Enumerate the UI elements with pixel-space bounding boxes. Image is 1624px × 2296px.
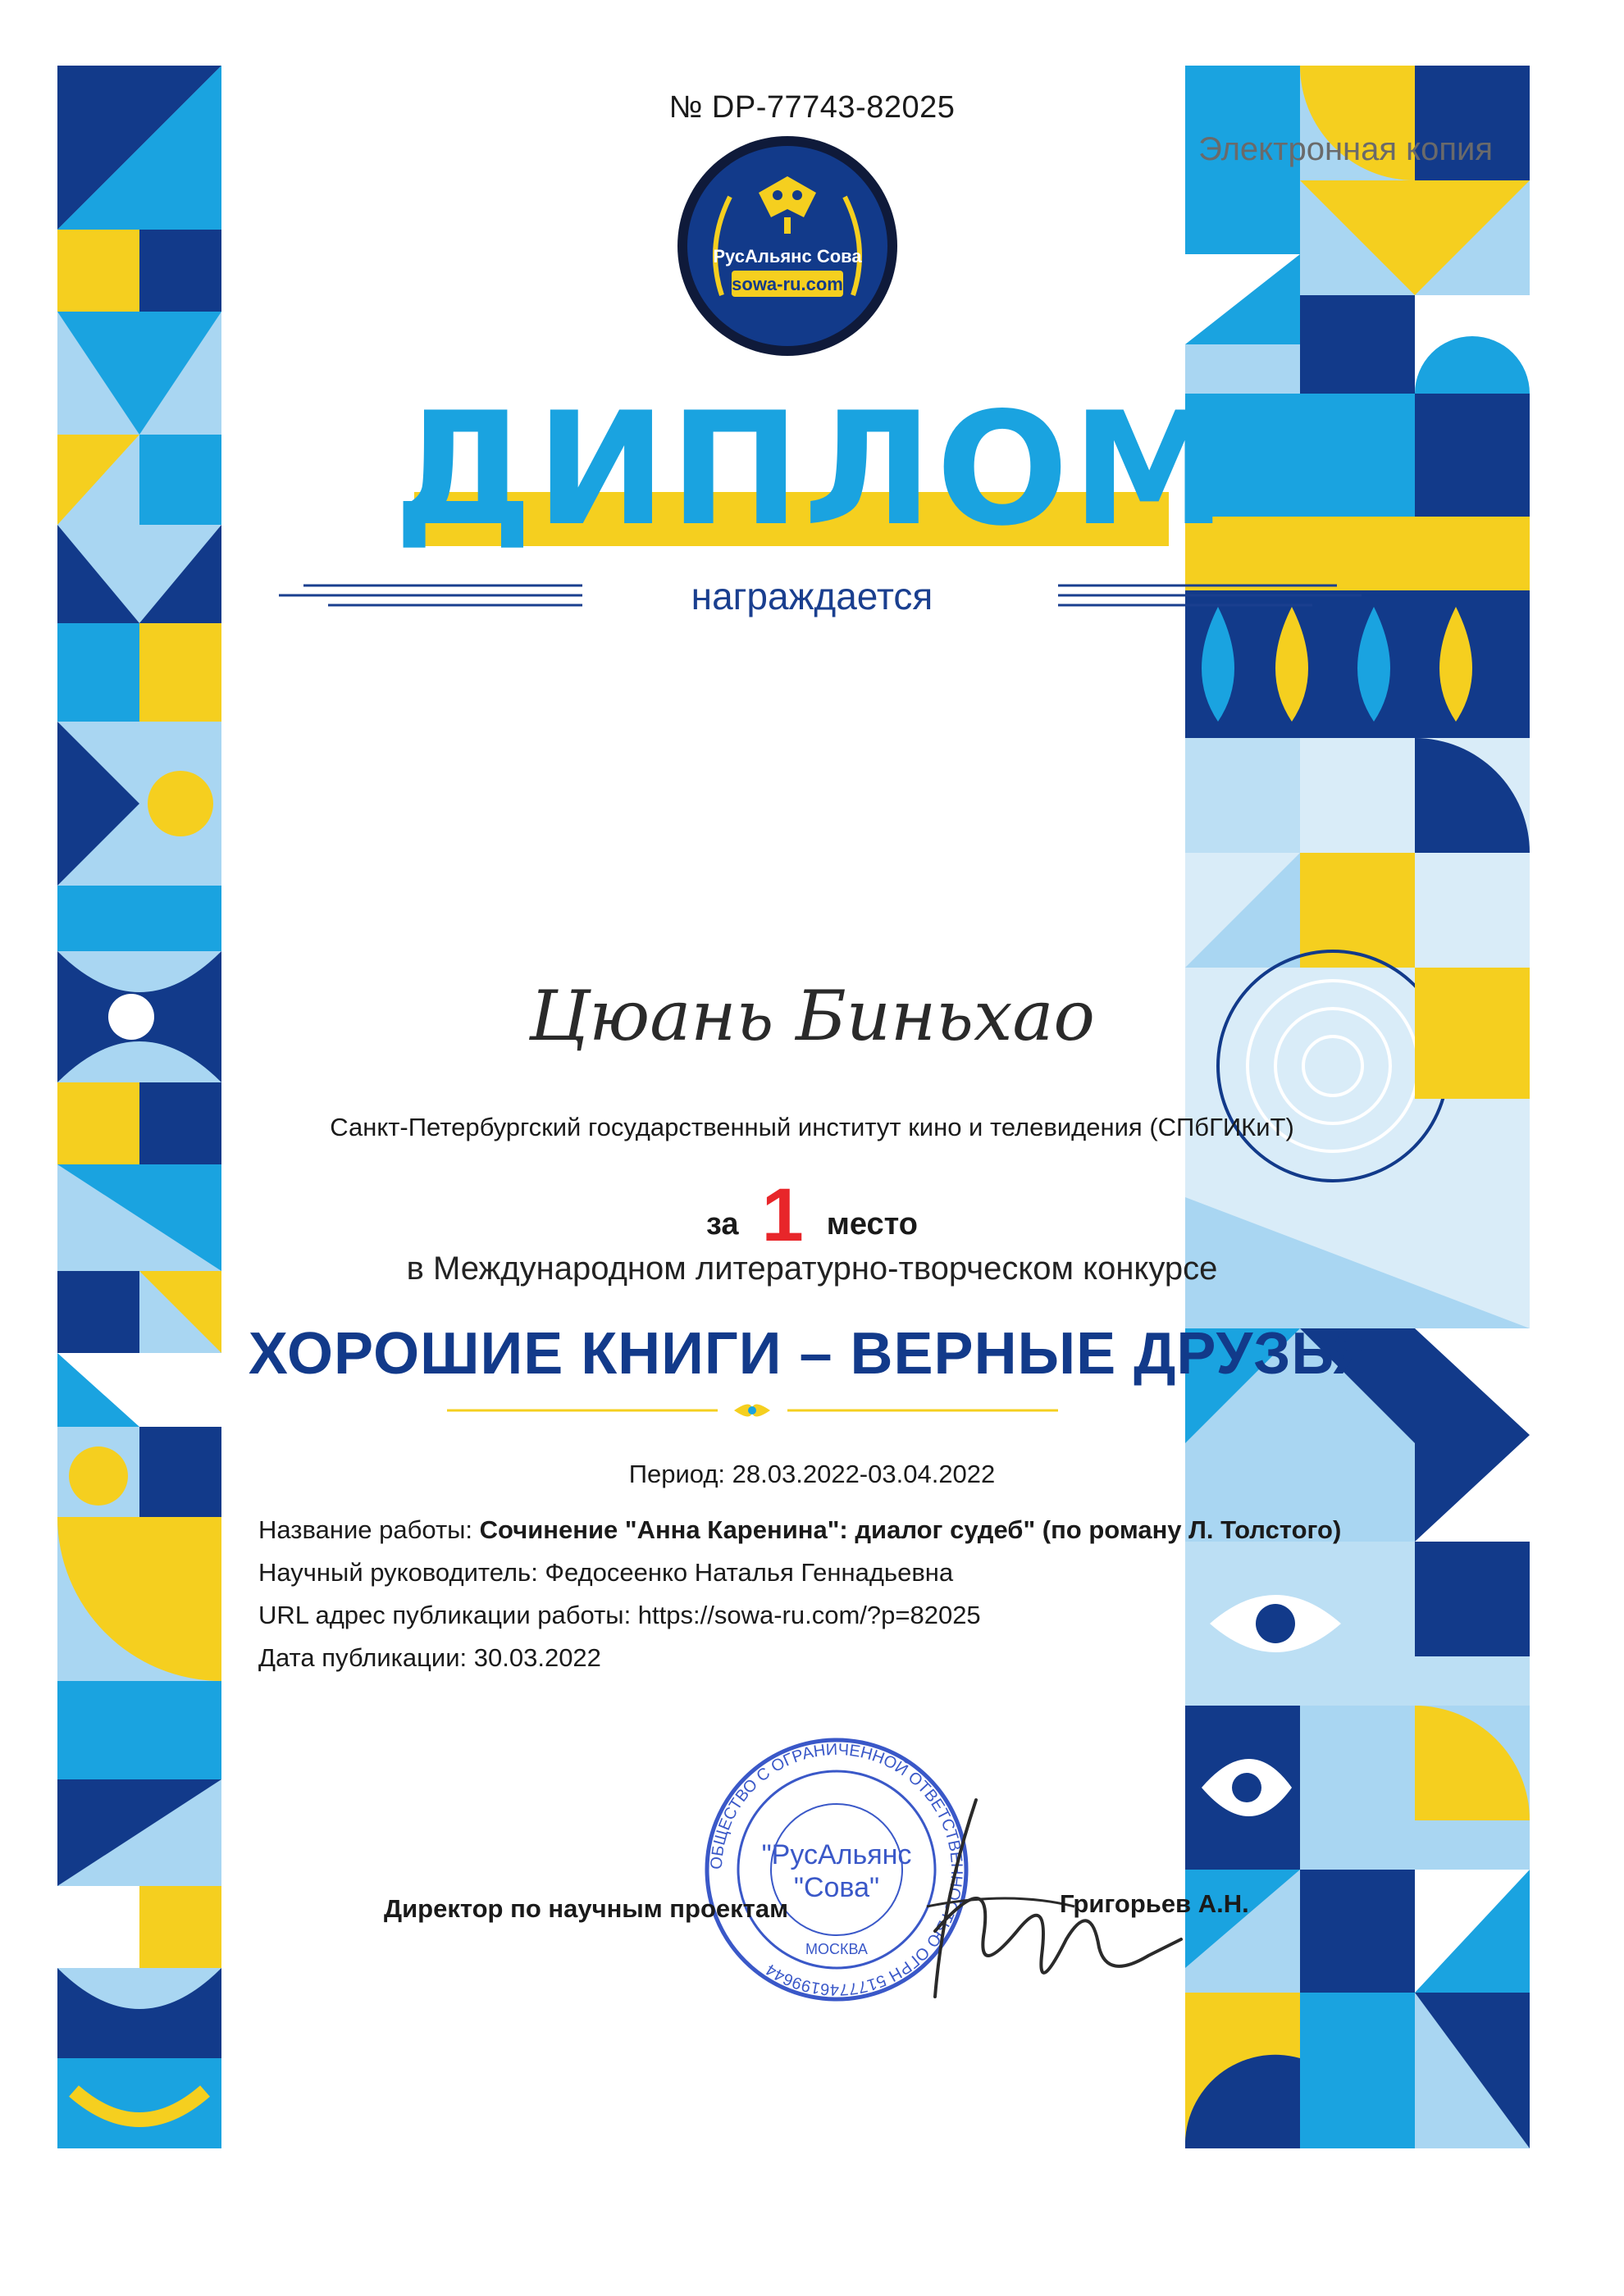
right-pattern-strip [1185, 66, 1530, 2148]
director-name: Григорьев А.Н. [1060, 1889, 1249, 1918]
contest-divider [447, 1398, 1058, 1423]
director-title: Директор по научным проектам [384, 1894, 789, 1923]
left-pattern-strip [57, 66, 221, 2148]
work-title: Сочинение "Анна Каренина": диалог судеб" (по роману Л. Толстого) [479, 1515, 1342, 1544]
organization-logo [673, 131, 902, 365]
period: Период: 28.03.2022-03.04.2022 [628, 1460, 996, 1488]
stamp-center-line-1: "РусАльянс [761, 1839, 912, 1870]
electronic-copy-label: Электронная копия [1198, 131, 1493, 167]
contest-name: ХОРОШИЕ КНИГИ – ВЕРНЫЕ ДРУЗЬЯ [248, 1321, 1376, 1387]
award-prefix: за [706, 1207, 739, 1241]
subtitle-rule-right [1058, 574, 1362, 615]
recipient-institution: Санкт-Петербургский государственный институт кино и телевидения (СПбГИКиТ) [330, 1113, 1294, 1141]
award-place-number: 1 [761, 1173, 804, 1257]
logo-line-1: РусАльянс Сова [713, 246, 862, 266]
publication-date: Дата публикации: 30.03.2022 [258, 1643, 601, 1672]
publication-url: URL адрес публикации работы: https://sowa-ru.com/?p=82025 [258, 1601, 981, 1629]
award-place [0, 1173, 1624, 1259]
contest-intro: в Международном литературно-творческом конкурсе [406, 1250, 1218, 1287]
work-title-label: Название работы: [258, 1515, 473, 1544]
diploma-title: ДИПЛОМ [394, 379, 1230, 560]
logo-line-2: sowa-ru.com [732, 274, 843, 294]
work-details [258, 1509, 1341, 1679]
supervisor: Научный руководитель: Федосеенко Наталья Геннадьевна [258, 1558, 954, 1587]
recipient-name: Цюань Биньхао [529, 976, 1095, 1056]
work-title-row [258, 1509, 1341, 1551]
stamp-center-line-2: "Сова" [793, 1872, 880, 1903]
award-suffix: место [826, 1207, 918, 1241]
subtitle: награждается [691, 575, 933, 617]
stamp-ring-text: ОБЩЕСТВО С ОГРАНИЧЕННОЙ ОТВЕТСТВЕННОСТЬЮ ОГРН 5177746199644 [707, 1740, 966, 1999]
document-number: № DP-77743-82025 [668, 90, 956, 125]
stamp-city: МОСКВА [805, 1941, 868, 1957]
